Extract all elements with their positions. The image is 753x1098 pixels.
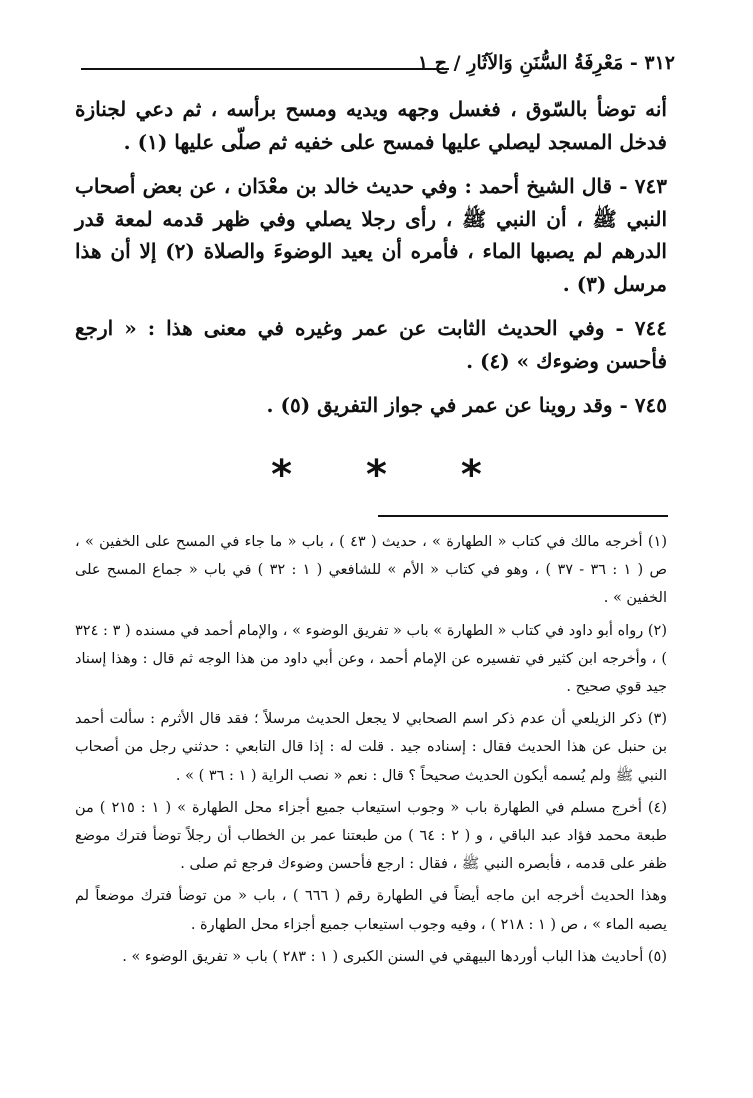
- footnote-rule: [378, 515, 668, 517]
- footnote-4-continued: وهذا الحديث أخرجه ابن ماجه أيضاً في الطهارة رقم ( ٦٦٦ ) ، باب « من توضأ فترك موضعاً لم يصبه الماء » ، ص ( ١ : ٢١٨ ) ، وفيه وجوب استيعاب جميع أجزاء محل الطهارة .: [75, 888, 668, 933]
- separator-star: *: [366, 452, 387, 498]
- paragraph-743: ٧٤٣ - قال الشيخ أحمد : وفي حديث خالد بن معْدَان ، عن بعض أصحاب النبي ﷺ ، أن النبي ﷺ ، رأى رجلا يصلي وفي ظهر قدمه لمعة قدر الدرهم لم يصبها الماء ، فأمره أن يعيد الوضوءَ والصلاة (٢) إلا أن هذا مرسل (٣) .: [75, 174, 667, 296]
- page-header: [75, 48, 675, 82]
- footnote-5: (٥) أحاديث هذا الباب أوردها البيهقي في السنن الكبرى ( ١ : ٢٨٣ ) باب « تفريق الوضوء » .: [122, 948, 667, 965]
- footnote-2: (٢) رواه أبو داود في كتاب « الطهارة » باب « تفريق الوضوء » ، والإمام أحمد في مسنده ( ٣ : ٣٢٤ ) ، وأخرجه ابن كثير في تفسيره عن الإمام أحمد ، وعن أبي داود من هذا الوجه ثم قال : وهذا إسناد جيد قوي صحيح .: [75, 622, 667, 696]
- section-separator: [0, 452, 753, 498]
- separator-star: *: [460, 452, 482, 498]
- separator-star: *: [271, 452, 293, 498]
- running-title: ٣١٢ - مَعْرِفَةُ السُّنَنِ وَالآثَارِ / ج ١: [417, 52, 675, 74]
- paragraph-744: ٧٤٤ - وفي الحديث الثابت عن عمر وغيره في معنى هذا : « ارجع فأحسن وضوءك » (٤) .: [75, 316, 667, 373]
- header-rule: [81, 68, 449, 70]
- footnotes: [75, 528, 667, 975]
- paragraph-745: ٧٤٥ - وقد روينا عن عمر في جواز التفريق (٥) .: [266, 393, 667, 417]
- footnote-1: (١) أخرجه مالك في كتاب « الطهارة » ، حديث ( ٤٣ ) ، باب « ما جاء في المسح على الخفين » ، ص ( ١ : ٣٦ - ٣٧ ) ، وهو في كتاب « الأم » للشافعي ( ١ : ٣٢ ) في باب « جماع المسح على الخفين » .: [75, 534, 667, 607]
- main-text: [75, 93, 667, 434]
- footnote-4: (٤) أخرج مسلم في الطهارة باب « وجوب استيعاب جميع أجزاء محل الطهارة » ( ١ : ٢١٥ ) من طبعة محمد فؤاد عبد الباقي ، و ( ٢ : ٦٤ ) من طبعتنا عمر بن الخطاب أن رجلاً توضأ فترك موضع ظفر على قدمه ، فأبصره النبي ﷺ ، فقال : ارجع فأحسن وضوءك فرجع ثم صلى .: [75, 799, 667, 873]
- paragraph-continuation: أنه توضأ بالسّوق ، فغسل وجهه ويديه ومسح برأسه ، ثم دعي لجنازة فدخل المسجد ليصلي عليها فمسح على خفيه ثم صلّى عليها (١) .: [75, 97, 667, 154]
- footnote-3: (٣) ذكر الزيلعي أن عدم ذكر اسم الصحابي لا يجعل الحديث مرسلاً ؛ فقد قال الأثرم : سألت أحمد بن حنبل عن هذا الحديث فقال : إسناده جيد . قلت له : إذا قال التابعي : حدثني رجل من أصحاب النبي ﷺ ولم يُسمه أيكون الحديث صحيحاً ؟ قال : نعم « نصب الراية ( ١ : ٣٦ ) » .: [75, 711, 667, 784]
